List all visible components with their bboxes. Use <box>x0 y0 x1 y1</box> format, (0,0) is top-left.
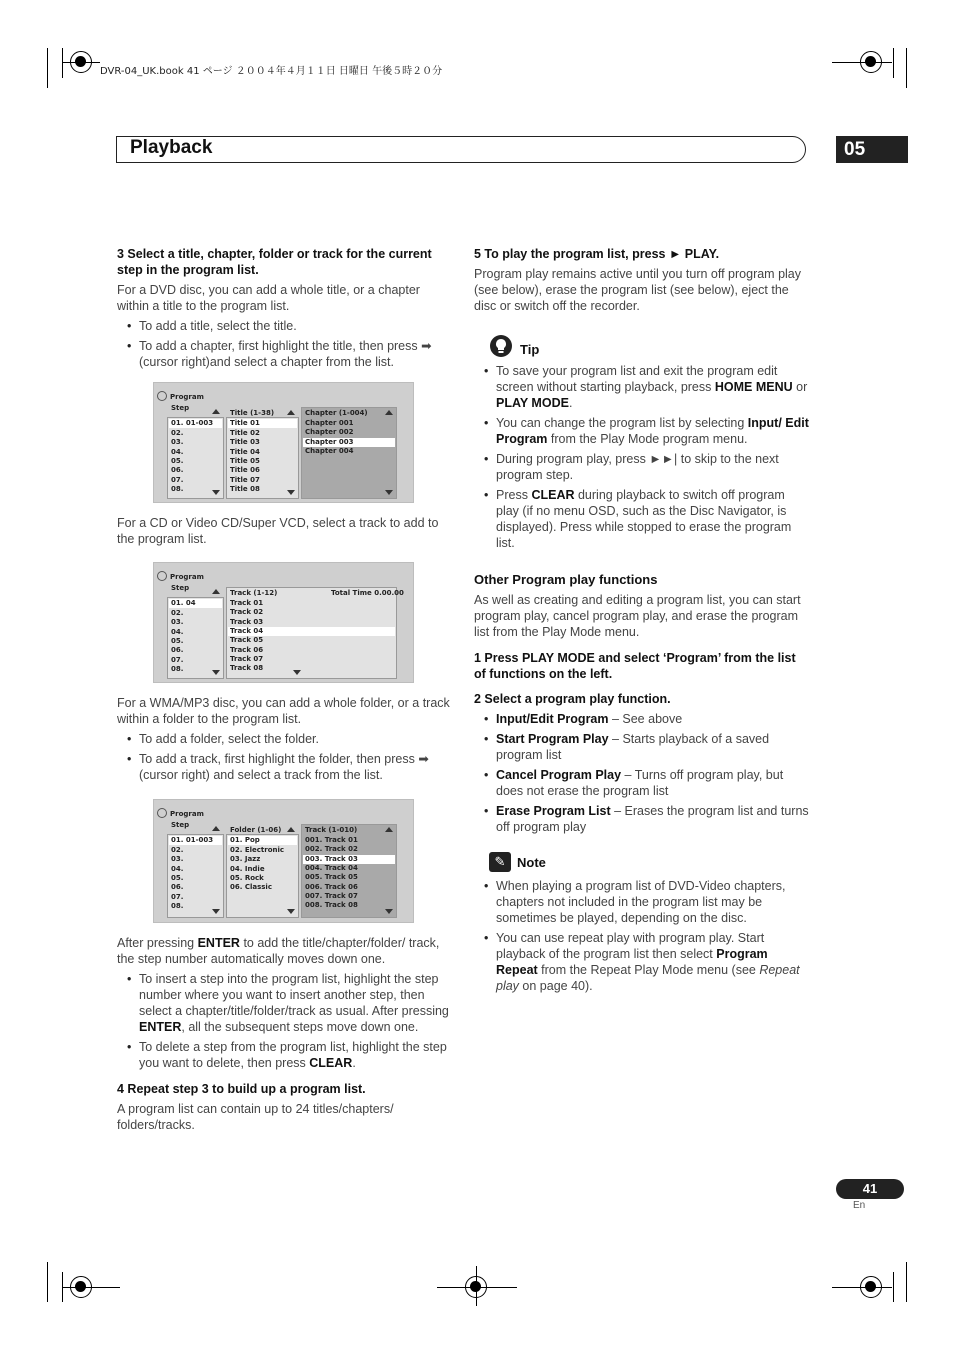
left-column-bottom <box>117 935 452 1137</box>
scroll-down-icon[interactable] <box>385 490 393 495</box>
track-row[interactable]: Track 02 <box>230 608 264 616</box>
disc-icon <box>157 571 167 581</box>
track-row[interactable]: Track 03 <box>230 618 264 626</box>
crop-mark <box>906 48 907 88</box>
step-pane <box>167 821 224 918</box>
pane-label: Step <box>171 404 190 412</box>
title-row[interactable]: Title 08 <box>230 485 260 493</box>
left-column-top <box>117 246 452 374</box>
scroll-up-icon[interactable] <box>212 826 220 831</box>
function-item: • Input/Edit Program – See above <box>474 711 809 727</box>
folder-row[interactable]: 05. Rock <box>230 874 264 882</box>
folder-pane <box>226 826 299 918</box>
osd-header: Program <box>170 810 204 818</box>
folder-row[interactable]: 03. Jazz <box>230 855 261 863</box>
tip-item: • Press CLEAR during playback to switch off program play (if no menu OSD, such as the Disc Navigator, is displayed). Press while stopped to erase the program list. <box>474 487 809 551</box>
track-row[interactable]: 005. Track 05 <box>305 873 358 881</box>
title-row[interactable]: Title 07 <box>230 476 260 484</box>
pencil-icon: ✎ <box>489 852 511 872</box>
folder-row[interactable]: 02. Electronic <box>230 846 285 854</box>
bullet-item: • To add a folder, select the folder. <box>117 731 452 747</box>
scroll-down-icon[interactable] <box>212 909 220 914</box>
step-row[interactable]: 04. <box>171 448 184 456</box>
title-row[interactable]: Title 04 <box>230 448 260 456</box>
step-pane <box>167 584 224 679</box>
scroll-down-icon[interactable] <box>385 909 393 914</box>
scroll-down-icon[interactable] <box>287 490 295 495</box>
pane-label: Folder (1-06) <box>230 826 282 834</box>
step-row[interactable]: 01. 01-003 <box>169 419 222 428</box>
total-time: Total Time 0.00.00 <box>331 589 404 597</box>
chapter-row[interactable]: Chapter 001 <box>305 419 354 427</box>
disc-icon <box>157 391 167 401</box>
step-row[interactable]: 03. <box>171 438 184 446</box>
step-row[interactable]: 05. <box>171 874 184 882</box>
track-row[interactable]: 001. Track 01 <box>305 836 358 844</box>
crop-mark <box>906 1262 907 1302</box>
folder-row[interactable]: 01. Pop <box>228 836 297 845</box>
track-row[interactable]: Track 06 <box>230 646 264 654</box>
chapter-number-badge: 05 <box>836 136 908 163</box>
scroll-up-icon[interactable] <box>385 827 393 832</box>
track-row[interactable]: 006. Track 06 <box>305 883 358 891</box>
cd-paragraph: For a CD or Video CD/Super VCD, select a track to add to the program list. <box>117 516 439 546</box>
step-row[interactable]: 03. <box>171 618 184 626</box>
other-functions-section <box>474 572 809 839</box>
tips-list <box>474 363 809 555</box>
step-3-heading: 3 Select a title, chapter, folder or track for the current step in the program list. <box>117 247 432 277</box>
tip-item: • You can change the program list by selecting Input/ Edit Program from the Play Mode program menu. <box>474 415 809 447</box>
folder-row[interactable]: 06. Classic <box>230 883 272 891</box>
osd-header: Program <box>170 573 204 581</box>
chapter-row[interactable]: Chapter 002 <box>305 428 354 436</box>
track-row[interactable]: Track 01 <box>230 599 264 607</box>
bullet-item: • To add a track, first highlight the folder, then press ➡ (cursor right) and select a track from the list. <box>117 751 452 783</box>
registration-mark-icon <box>70 51 92 73</box>
scroll-up-icon[interactable] <box>287 827 295 832</box>
step-4-heading: 4 Repeat step 3 to build up a program list. <box>117 1082 366 1096</box>
title-row[interactable]: Title 03 <box>230 438 260 446</box>
dvd-paragraph: For a DVD disc, you can add a whole title, or a chapter within a title to the program list. <box>117 283 420 313</box>
crop-mark <box>62 48 63 78</box>
step-row[interactable]: 03. <box>171 855 184 863</box>
scroll-down-icon[interactable] <box>293 670 301 675</box>
language-code: En <box>853 1200 866 1211</box>
bullet-item: • To add a title, select the title. <box>117 318 452 334</box>
osd-header: Program <box>170 393 204 401</box>
registration-mark-icon <box>70 1276 92 1298</box>
bullet-item: • To insert a step into the program list, highlight the step number where you want to insert another step, then select a chapter/title/folder/track as usual. After pressing ENTER, all the subsequent steps move down one. <box>117 971 452 1035</box>
title-row[interactable]: Title 02 <box>230 429 260 437</box>
step-row[interactable]: 06. <box>171 646 184 654</box>
step-1-heading: 1 Press PLAY MODE and select ‘Program’ from the list of functions on the left. <box>474 651 796 681</box>
pane-label: Step <box>171 821 190 829</box>
scroll-down-icon[interactable] <box>212 490 220 495</box>
osd-program-cd <box>153 562 414 683</box>
pane-label: Chapter (1-004) <box>305 409 368 417</box>
chapter-row[interactable]: Chapter 004 <box>305 447 354 455</box>
step-row[interactable]: 08. <box>171 485 184 493</box>
after-enter-paragraph: After pressing ENTER to add the title/chapter/folder/ track, the step number automatically moves down one. <box>117 936 440 966</box>
note-label: Note <box>517 855 546 870</box>
track-row[interactable]: Track 04 <box>228 627 395 636</box>
bullet-item: • To add a chapter, first highlight the title, then press ➡ (cursor right)and select a chapter from the list. <box>117 338 452 370</box>
title-row[interactable]: Title 05 <box>230 457 260 465</box>
tip-item: • To save your program list and exit the program edit screen without starting playback, press HOME MENU or PLAY MODE. <box>474 363 809 411</box>
step-row[interactable]: 02. <box>171 609 184 617</box>
crop-mark <box>893 48 894 78</box>
track-row[interactable]: 003. Track 03 <box>303 855 395 864</box>
step-row[interactable]: 02. <box>171 846 184 854</box>
other-functions-paragraph: As well as creating and editing a program list, you can start program play, cancel program play, and erase the program list from the Play Mode menu. <box>474 593 801 639</box>
title-pane <box>226 409 299 499</box>
step-row[interactable]: 04. <box>171 865 184 873</box>
scroll-up-icon[interactable] <box>212 409 220 414</box>
print-info: DVR-04_UK.book 41 ページ ２００４年４月１１日 日曜日 午後５時２０分 <box>100 66 443 77</box>
osd-program-wma <box>153 799 414 923</box>
track-row[interactable]: 002. Track 02 <box>305 845 358 853</box>
step-row[interactable]: 05. <box>171 457 184 465</box>
track-pane <box>301 824 397 918</box>
notes-list <box>474 878 809 998</box>
track-row[interactable]: 004. Track 04 <box>305 864 358 872</box>
title-row[interactable]: Title 01 <box>228 419 297 428</box>
step-row[interactable]: 07. <box>171 476 184 484</box>
function-item: • Start Program Play – Starts playback of a saved program list <box>474 731 809 763</box>
track-row[interactable]: 008. Track 08 <box>305 901 358 909</box>
step-row[interactable]: 07. <box>171 656 184 664</box>
osd-program-dvd <box>153 382 414 503</box>
step-row[interactable]: 05. <box>171 637 184 645</box>
track-row[interactable]: 007. Track 07 <box>305 892 358 900</box>
tip-item: • During program play, press ►►| to skip to the next program step. <box>474 451 809 483</box>
track-row[interactable]: Track 07 <box>230 655 264 663</box>
step-row[interactable]: 06. <box>171 883 184 891</box>
step-row[interactable]: 08. <box>171 902 184 910</box>
scroll-up-icon[interactable] <box>287 410 295 415</box>
scroll-up-icon[interactable] <box>212 589 220 594</box>
other-functions-heading: Other Program play functions <box>474 572 658 587</box>
page-title: Playback <box>130 137 213 158</box>
wma-paragraph: For a WMA/MP3 disc, you can add a whole folder, or a track within a folder to the program list. <box>117 696 450 726</box>
registration-mark-icon <box>465 1276 487 1298</box>
function-item: • Cancel Program Play – Turns off program play, but does not erase the program list <box>474 767 809 799</box>
crop-mark <box>893 1272 894 1302</box>
disc-icon <box>157 808 167 818</box>
step-row[interactable]: 01. 01-003 <box>169 836 222 845</box>
cd-paragraph-block <box>117 515 452 551</box>
track-pane <box>226 587 404 679</box>
step-row[interactable]: 02. <box>171 429 184 437</box>
title-row[interactable]: Title 06 <box>230 466 260 474</box>
page-number-badge: 41 <box>836 1179 904 1199</box>
left-column-mid <box>117 695 452 787</box>
step-2-heading: 2 Select a program play function. <box>474 692 671 706</box>
pane-label: Step <box>171 584 190 592</box>
pane-label: Title (1-38) <box>230 409 275 417</box>
scroll-down-icon[interactable] <box>287 909 295 914</box>
note-item: • You can use repeat play with program play. Start playback of the program list then select Program Repeat from the Repeat Play Mode menu (see Repeat play on page 40). <box>474 930 809 994</box>
right-column-top <box>474 246 809 318</box>
crop-mark <box>47 1262 48 1302</box>
scroll-down-icon[interactable] <box>212 670 220 675</box>
note-item: • When playing a program list of DVD-Video chapters, chapters not included in the program list may be sometimes be played, depending on the disc. <box>474 878 809 926</box>
function-item: • Erase Program List – Erases the program list and turns off program play <box>474 803 809 835</box>
step-row[interactable]: 07. <box>171 893 184 901</box>
lightbulb-icon <box>489 334 513 358</box>
step-row[interactable]: 01. 04 <box>169 599 222 608</box>
folder-row[interactable]: 04. Indie <box>230 865 265 873</box>
step-4-paragraph: A program list can contain up to 24 titles/chapters/ folders/tracks. <box>117 1102 394 1132</box>
registration-mark-icon <box>860 1276 882 1298</box>
step-5-heading: 5 To play the program list, press ► PLAY. <box>474 247 720 261</box>
registration-mark-icon <box>860 51 882 73</box>
step-row[interactable]: 06. <box>171 466 184 474</box>
step-row[interactable]: 04. <box>171 628 184 636</box>
scroll-up-icon[interactable] <box>385 410 393 415</box>
bullet-item: • To delete a step from the program list, highlight the step you want to delete, then press CLEAR. <box>117 1039 452 1071</box>
header-bar <box>116 136 806 163</box>
chapter-row[interactable]: Chapter 003 <box>303 438 395 447</box>
pane-label: Track (1-010) <box>305 826 358 834</box>
crop-mark <box>47 48 48 88</box>
tip-label: Tip <box>520 342 540 357</box>
chapter-pane <box>301 407 397 499</box>
track-row[interactable]: Track 08 <box>230 664 264 672</box>
step-row[interactable]: 08. <box>171 665 184 673</box>
step-pane <box>167 404 224 499</box>
track-row[interactable]: Track 05 <box>230 636 264 644</box>
pane-label: Track (1-12) <box>230 589 278 597</box>
step-5-paragraph: Program play remains active until you turn off program play (see below), erase the program list (see below), eject the disc or switch off the recorder. <box>474 267 802 313</box>
